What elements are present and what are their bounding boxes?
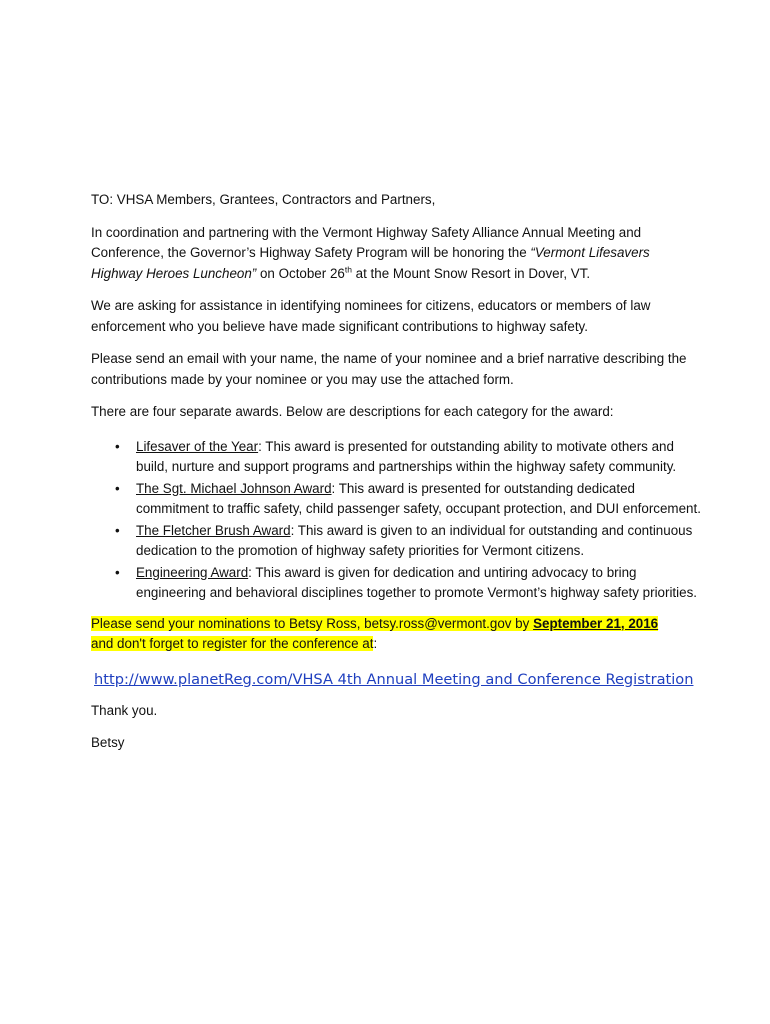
salutation: TO: VHSA Members, Grantees, Contractors and Partners, bbox=[91, 192, 436, 207]
deadline-paragraph bbox=[91, 614, 701, 655]
event-name: “Vermont Lifesavers Highway Heroes Luncheon” bbox=[91, 245, 650, 281]
registration-link[interactable]: http://www.planetReg.com/VHSA 4th Annual Meeting and Conference Registration bbox=[94, 670, 694, 688]
deadline-text: Please send your nominations to Betsy Ross, betsy.ross@vermont.gov by bbox=[91, 615, 534, 631]
closing: Thank you. bbox=[91, 702, 158, 718]
bullet-icon: • bbox=[115, 480, 120, 496]
registration-link-line bbox=[94, 669, 701, 691]
deadline-date: September 21, 2016 bbox=[533, 615, 659, 631]
intro-text-part3: at the Mount Snow Resort in Dover, VT. bbox=[351, 265, 591, 281]
awards-intro: There are four separate awards. Below are descriptions for each category for the award: bbox=[91, 404, 614, 419]
award-item bbox=[91, 563, 701, 604]
award-description: : This award is presented for outstanding ability to motivate others and build, nurture and support programs and partnerships within the highway safety community. bbox=[136, 438, 677, 474]
award-name: The Fletcher Brush Award bbox=[136, 522, 291, 538]
request-paragraph: We are asking for assistance in identifying nominees for citizens, educators or members of law enforcement who you believe have made significant contributions to highway safety. bbox=[91, 298, 651, 334]
signature: Betsy bbox=[91, 735, 125, 750]
award-description: : This award is given for dedication and untiring advocacy to bring engineering and behavioral disciplines together to promote Vermont’s highway safety priorities. bbox=[136, 564, 697, 600]
award-name: The Sgt. Michael Johnson Award bbox=[136, 480, 332, 496]
bullet-icon: • bbox=[115, 438, 120, 454]
intro-text-part1: In coordination and partnering with the Vermont Highway Safety Alliance Annual Meeting and Conference, the Governor’s Highway Safety Program will be honoring the bbox=[91, 224, 642, 260]
register-reminder: and don't forget to register for the conference at bbox=[91, 636, 374, 651]
letter-body bbox=[91, 190, 701, 766]
intro-paragraph bbox=[91, 223, 701, 285]
awards-list bbox=[91, 437, 701, 604]
bullet-icon: • bbox=[115, 522, 120, 538]
intro-text-part2: on October 26 bbox=[256, 265, 345, 281]
bullet-icon: • bbox=[115, 564, 120, 580]
award-item bbox=[91, 479, 701, 520]
ordinal-suffix: th bbox=[344, 264, 352, 275]
register-colon: : bbox=[373, 636, 378, 651]
award-description: : This award is given to an individual for outstanding and continuous dedication to the promotion of highway safety priorities for Vermont citizens. bbox=[136, 522, 693, 558]
award-item bbox=[91, 437, 701, 478]
award-item bbox=[91, 521, 701, 562]
award-name: Engineering Award bbox=[136, 564, 249, 580]
instructions-paragraph: Please send an email with your name, the name of your nominee and a brief narrative describing the contributions made by your nominee or you may use the attached form. bbox=[91, 351, 687, 387]
award-name: Lifesaver of the Year bbox=[136, 438, 259, 454]
award-description: : This award is presented for outstanding dedicated commitment to traffic safety, child passenger safety, occupant protection, and DUI enforcement. bbox=[136, 480, 701, 516]
